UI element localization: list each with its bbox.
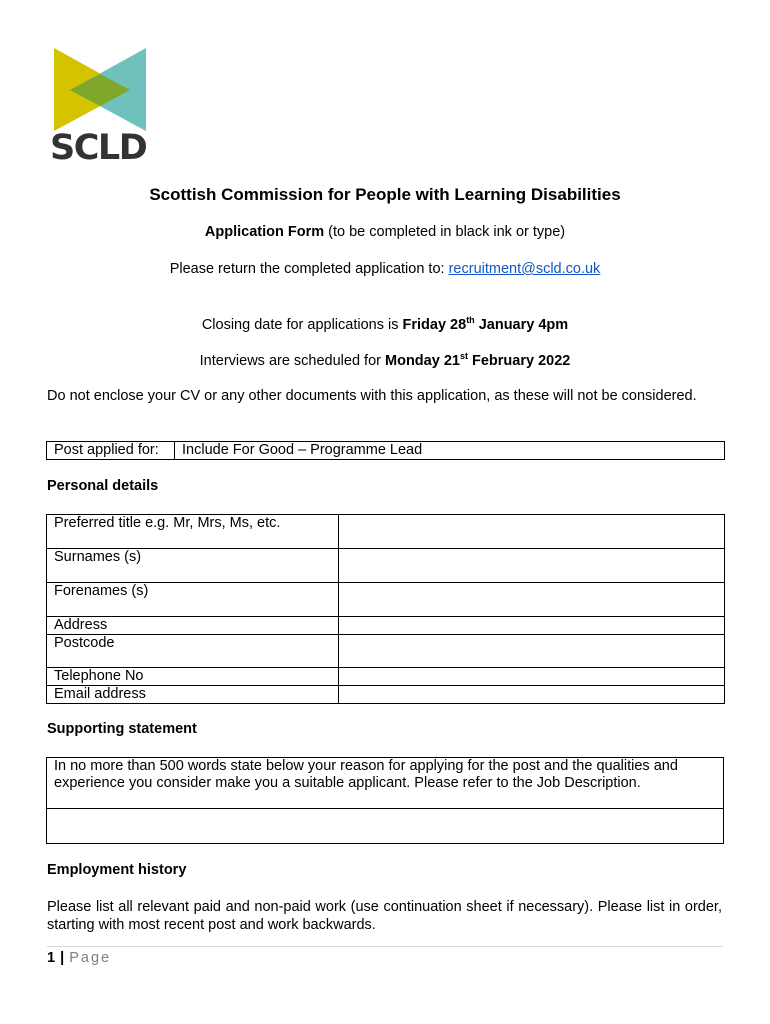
email-label: Email address <box>47 686 339 704</box>
page-title: Scottish Commission for People with Learning Disabilities <box>149 185 621 204</box>
post-label: Post applied for: <box>47 442 175 460</box>
preferred-title-label: Preferred title e.g. Mr, Mrs, Ms, etc. <box>47 515 339 549</box>
supporting-statement-instructions: In no more than 500 words state below your reason for applying for the post and the qualities and experience you consider make you a suitable applicant. Please refer to the Job Description. <box>47 758 724 809</box>
post-value[interactable]: Include For Good – Programme Lead <box>175 442 725 460</box>
closing-prefix: Closing date for applications is <box>201 316 403 333</box>
surnames-label: Surnames (s) <box>47 549 339 583</box>
recruitment-email-link[interactable]: recruitment@scld.co.uk <box>448 261 601 277</box>
postcode-field[interactable] <box>339 635 725 668</box>
page-label: Page <box>69 950 112 966</box>
telephone-field[interactable] <box>339 668 725 686</box>
closing-day: Friday 28 <box>402 316 467 333</box>
address-label: Address <box>47 617 339 635</box>
employment-history-heading: Employment history <box>47 862 187 878</box>
forenames-field[interactable] <box>339 583 725 617</box>
footer-divider <box>47 946 723 947</box>
post-table <box>46 441 725 460</box>
forenames-label: Forenames (s) <box>47 583 339 617</box>
closing-rest: January 4pm <box>474 316 569 333</box>
enclose-note: Do not enclose your CV or any other documents with this application, as these will not be considered. <box>47 388 697 404</box>
supporting-statement-heading: Supporting statement <box>47 721 197 737</box>
postcode-label: Postcode <box>47 635 339 668</box>
employment-history-text: Please list all relevant paid and non-paid work (use continuation sheet if necessary). Please list in order, starting with most recent post and work backwards. <box>47 899 722 933</box>
application-form-line <box>0 224 770 240</box>
logo-text: SCLD <box>50 128 147 168</box>
interviews-prefix: Interviews are scheduled for <box>199 352 386 369</box>
interviews-rest: February 2022 <box>467 352 571 369</box>
application-form-note: (to be completed in black ink or type) <box>324 224 566 240</box>
interviews-day-suffix: st <box>459 351 468 361</box>
supporting-statement-table <box>46 757 724 844</box>
interviews-day: Monday 21 <box>385 352 460 369</box>
address-field[interactable] <box>339 617 725 635</box>
surnames-field[interactable] <box>339 549 725 583</box>
page-footer <box>47 950 111 966</box>
preferred-title-field[interactable] <box>339 515 725 549</box>
closing-date-line <box>0 315 770 333</box>
interviews-line <box>0 351 770 369</box>
closing-day-suffix: th <box>466 315 475 325</box>
footer-separator: | <box>55 950 70 966</box>
return-line <box>0 261 770 277</box>
application-form-label: Application Form <box>204 224 325 240</box>
supporting-statement-field[interactable] <box>47 809 724 844</box>
personal-details-table <box>46 514 725 704</box>
return-prefix: Please return the completed application to: <box>169 261 449 277</box>
telephone-label: Telephone No <box>47 668 339 686</box>
page-number: 1 <box>47 950 56 966</box>
personal-details-heading: Personal details <box>47 478 159 494</box>
email-field[interactable] <box>339 686 725 704</box>
